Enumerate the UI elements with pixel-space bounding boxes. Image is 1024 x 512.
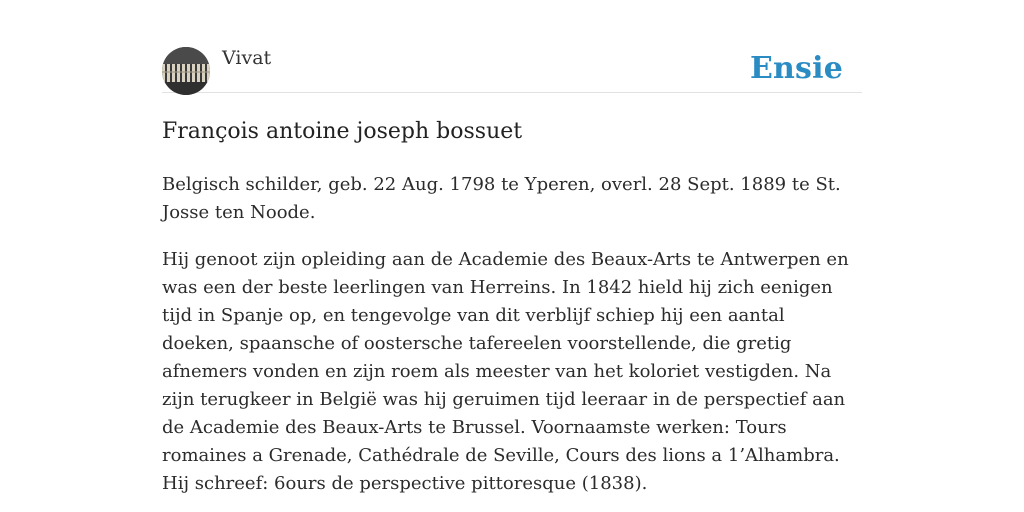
article-paragraph-1: Belgisch schilder, geb. 22 Aug. 1798 te Yperen, overl. 28 Sept. 1889 te St. Josse ten Noode.	[162, 174, 841, 223]
book-spines-avatar-icon	[162, 47, 210, 95]
source-avatar[interactable]	[162, 47, 210, 95]
source-name[interactable]: Vivat	[222, 47, 272, 69]
article-title: François antoine joseph bossuet	[162, 119, 523, 144]
article-page	[162, 0, 862, 498]
brand-logo[interactable]: Ensie	[749, 51, 843, 86]
article-paragraph-2: Hij genoot zijn opleiding aan de Academie des Beaux-Arts te Antwerpen en was een der beste leerlingen van Herreins. In 1842 hield hij zich eenigen tijd in Spanje op, en tengevolge van dit verblijf schiep hij een aantal doeken, spaansche of oostersche tafereelen voorstellende, die gretig afnemers vonden en zijn roem als meester van het koloriet vestigden. Na zijn terugkeer in België was hij geruimen tijd leeraar in de perspectief aan de Academie des Beaux-Arts te Brussel. Voornaamste werken: Tours romaines a Grenade, Cathédrale de Seville, Cours des lions a 1’Alhambra. Hij schreef: 6ours de perspective pittoresque (1838).	[162, 249, 849, 494]
article-header	[162, 0, 862, 93]
